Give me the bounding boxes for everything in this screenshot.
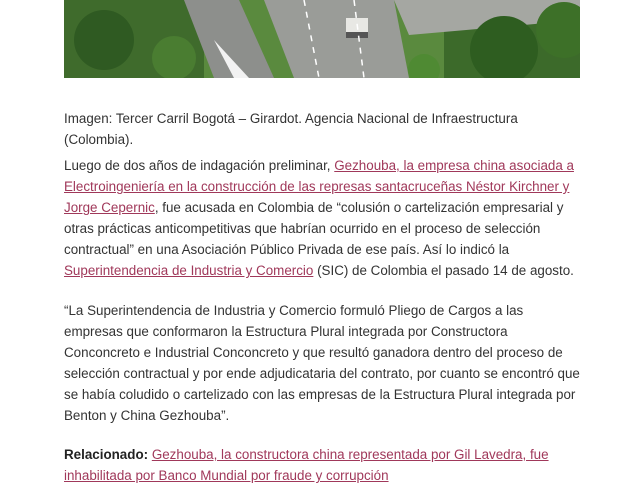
hero-image	[64, 0, 580, 78]
paragraph-2-quote: “La Superintendencia de Industria y Comercio formuló Pliego de Cargos a las empresas que conformaron la Estructura Plural integrada por Constructora Conconcreto e Industrial Conconcreto y que resultó ganadora dentro del proceso de selección contractual y por ende adjudicataria del contrato, por cuanto se encontró que se había coludido o cartelizado con las empresas de la Estructura Plural integrada por Benton y China Gezhouba”.	[64, 303, 580, 423]
paragraph-1-middle: , fue acusada en Colombia de “colusión o cartelización empresarial y otras prácticas anticompetitivas que habrían ocurrido en el proceso de selección contractual” en una Asociación Público Privada de ese país. Así lo indicó la	[64, 200, 564, 257]
sic-link[interactable]: Superintendencia de Industria y Comercio	[64, 263, 314, 278]
paragraph-1-intro: Luego de dos años de indagación preliminar,	[64, 158, 335, 173]
paragraph-1	[64, 155, 584, 281]
gezhouba-article-link[interactable]: Gezhouba, la empresa china asociada a Electroingeniería en la construcción de las represas santacruceñas Néstor Kirchner y Jorge Cepernic	[64, 158, 574, 215]
related-article-link[interactable]: Gezhouba, la constructora china representada por Gil Lavedra, fue inhabilitada por Banco Mundial por fraude y corrupción	[64, 447, 549, 483]
image-caption: Imagen: Tercer Carril Bogotá – Girardot. Agencia Nacional de Infraestructura (Colombia).	[64, 111, 518, 147]
paragraph-1-end: (SIC) de Colombia el pasado 14 de agosto.	[313, 263, 574, 278]
related-label: Relacionado:	[64, 447, 149, 462]
